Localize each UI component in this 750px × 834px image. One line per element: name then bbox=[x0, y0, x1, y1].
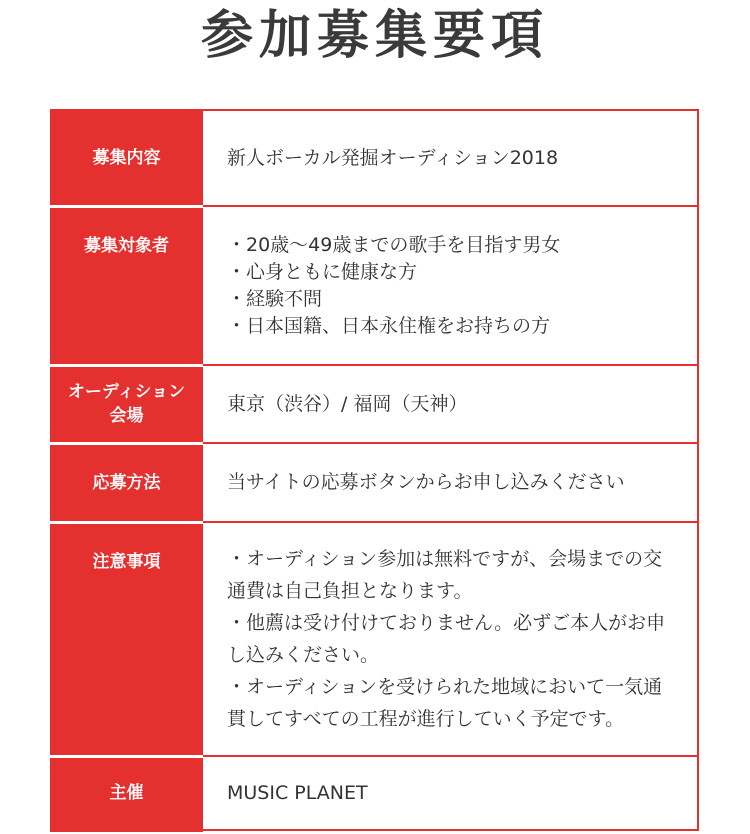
row-value-venue bbox=[202, 365, 698, 443]
application-line: 当サイトの応募ボタンからお申し込みください bbox=[227, 471, 625, 493]
row-label-notes: 注意事項 bbox=[51, 522, 202, 756]
venue-label-line: 会場 bbox=[109, 406, 144, 426]
table-row-venue bbox=[51, 365, 698, 443]
notes-line: し込みください。 bbox=[227, 644, 380, 666]
row-label-venue bbox=[51, 365, 202, 443]
eligibility-line: ・日本国籍、日本永住権をお持ちの方 bbox=[227, 314, 551, 337]
row-value-content bbox=[202, 110, 698, 206]
organizer-line: MUSIC PLANET bbox=[227, 781, 368, 804]
row-value-notes bbox=[202, 522, 698, 756]
row-value-application bbox=[202, 443, 698, 522]
notes-line: 通費は自己負担となります。 bbox=[227, 580, 473, 602]
page-title: 参加募集要項 bbox=[200, 6, 549, 66]
row-value-organizer bbox=[202, 756, 698, 830]
content-line: 新人ボーカル発掘オーディション2018 bbox=[227, 146, 559, 169]
eligibility-line: ・経験不問 bbox=[227, 287, 323, 310]
row-value-eligibility bbox=[202, 206, 698, 365]
notes-line: ・オーディションを受けられた地域において一気通 bbox=[227, 676, 663, 698]
venue-line: 東京（渋谷）/ 福岡（天神） bbox=[227, 392, 468, 415]
row-label-content: 募集内容 bbox=[51, 110, 202, 206]
notes-line: ・他薦は受け付けておりません。必ずご本人がお申 bbox=[227, 612, 666, 634]
notes-line: 貫してすべての工程が進行していく予定です。 bbox=[227, 708, 625, 730]
venue-label-line: オーディション bbox=[67, 382, 186, 402]
table-row-organizer bbox=[51, 756, 698, 830]
recruitment-details-table bbox=[50, 109, 699, 832]
table-row-application bbox=[51, 443, 698, 522]
row-label-organizer: 主催 bbox=[51, 756, 202, 830]
row-label-application: 応募方法 bbox=[51, 443, 202, 522]
table-row-notes bbox=[51, 522, 698, 756]
table-row-eligibility bbox=[51, 206, 698, 365]
eligibility-line: ・心身ともに健康な方 bbox=[227, 260, 418, 283]
eligibility-line: ・20歳〜49歳までの歌手を目指す男女 bbox=[227, 233, 561, 256]
notes-line: ・オーディション参加は無料ですが、会場までの交 bbox=[227, 548, 663, 570]
table-row-content bbox=[51, 110, 698, 206]
row-label-eligibility: 募集対象者 bbox=[51, 206, 202, 365]
